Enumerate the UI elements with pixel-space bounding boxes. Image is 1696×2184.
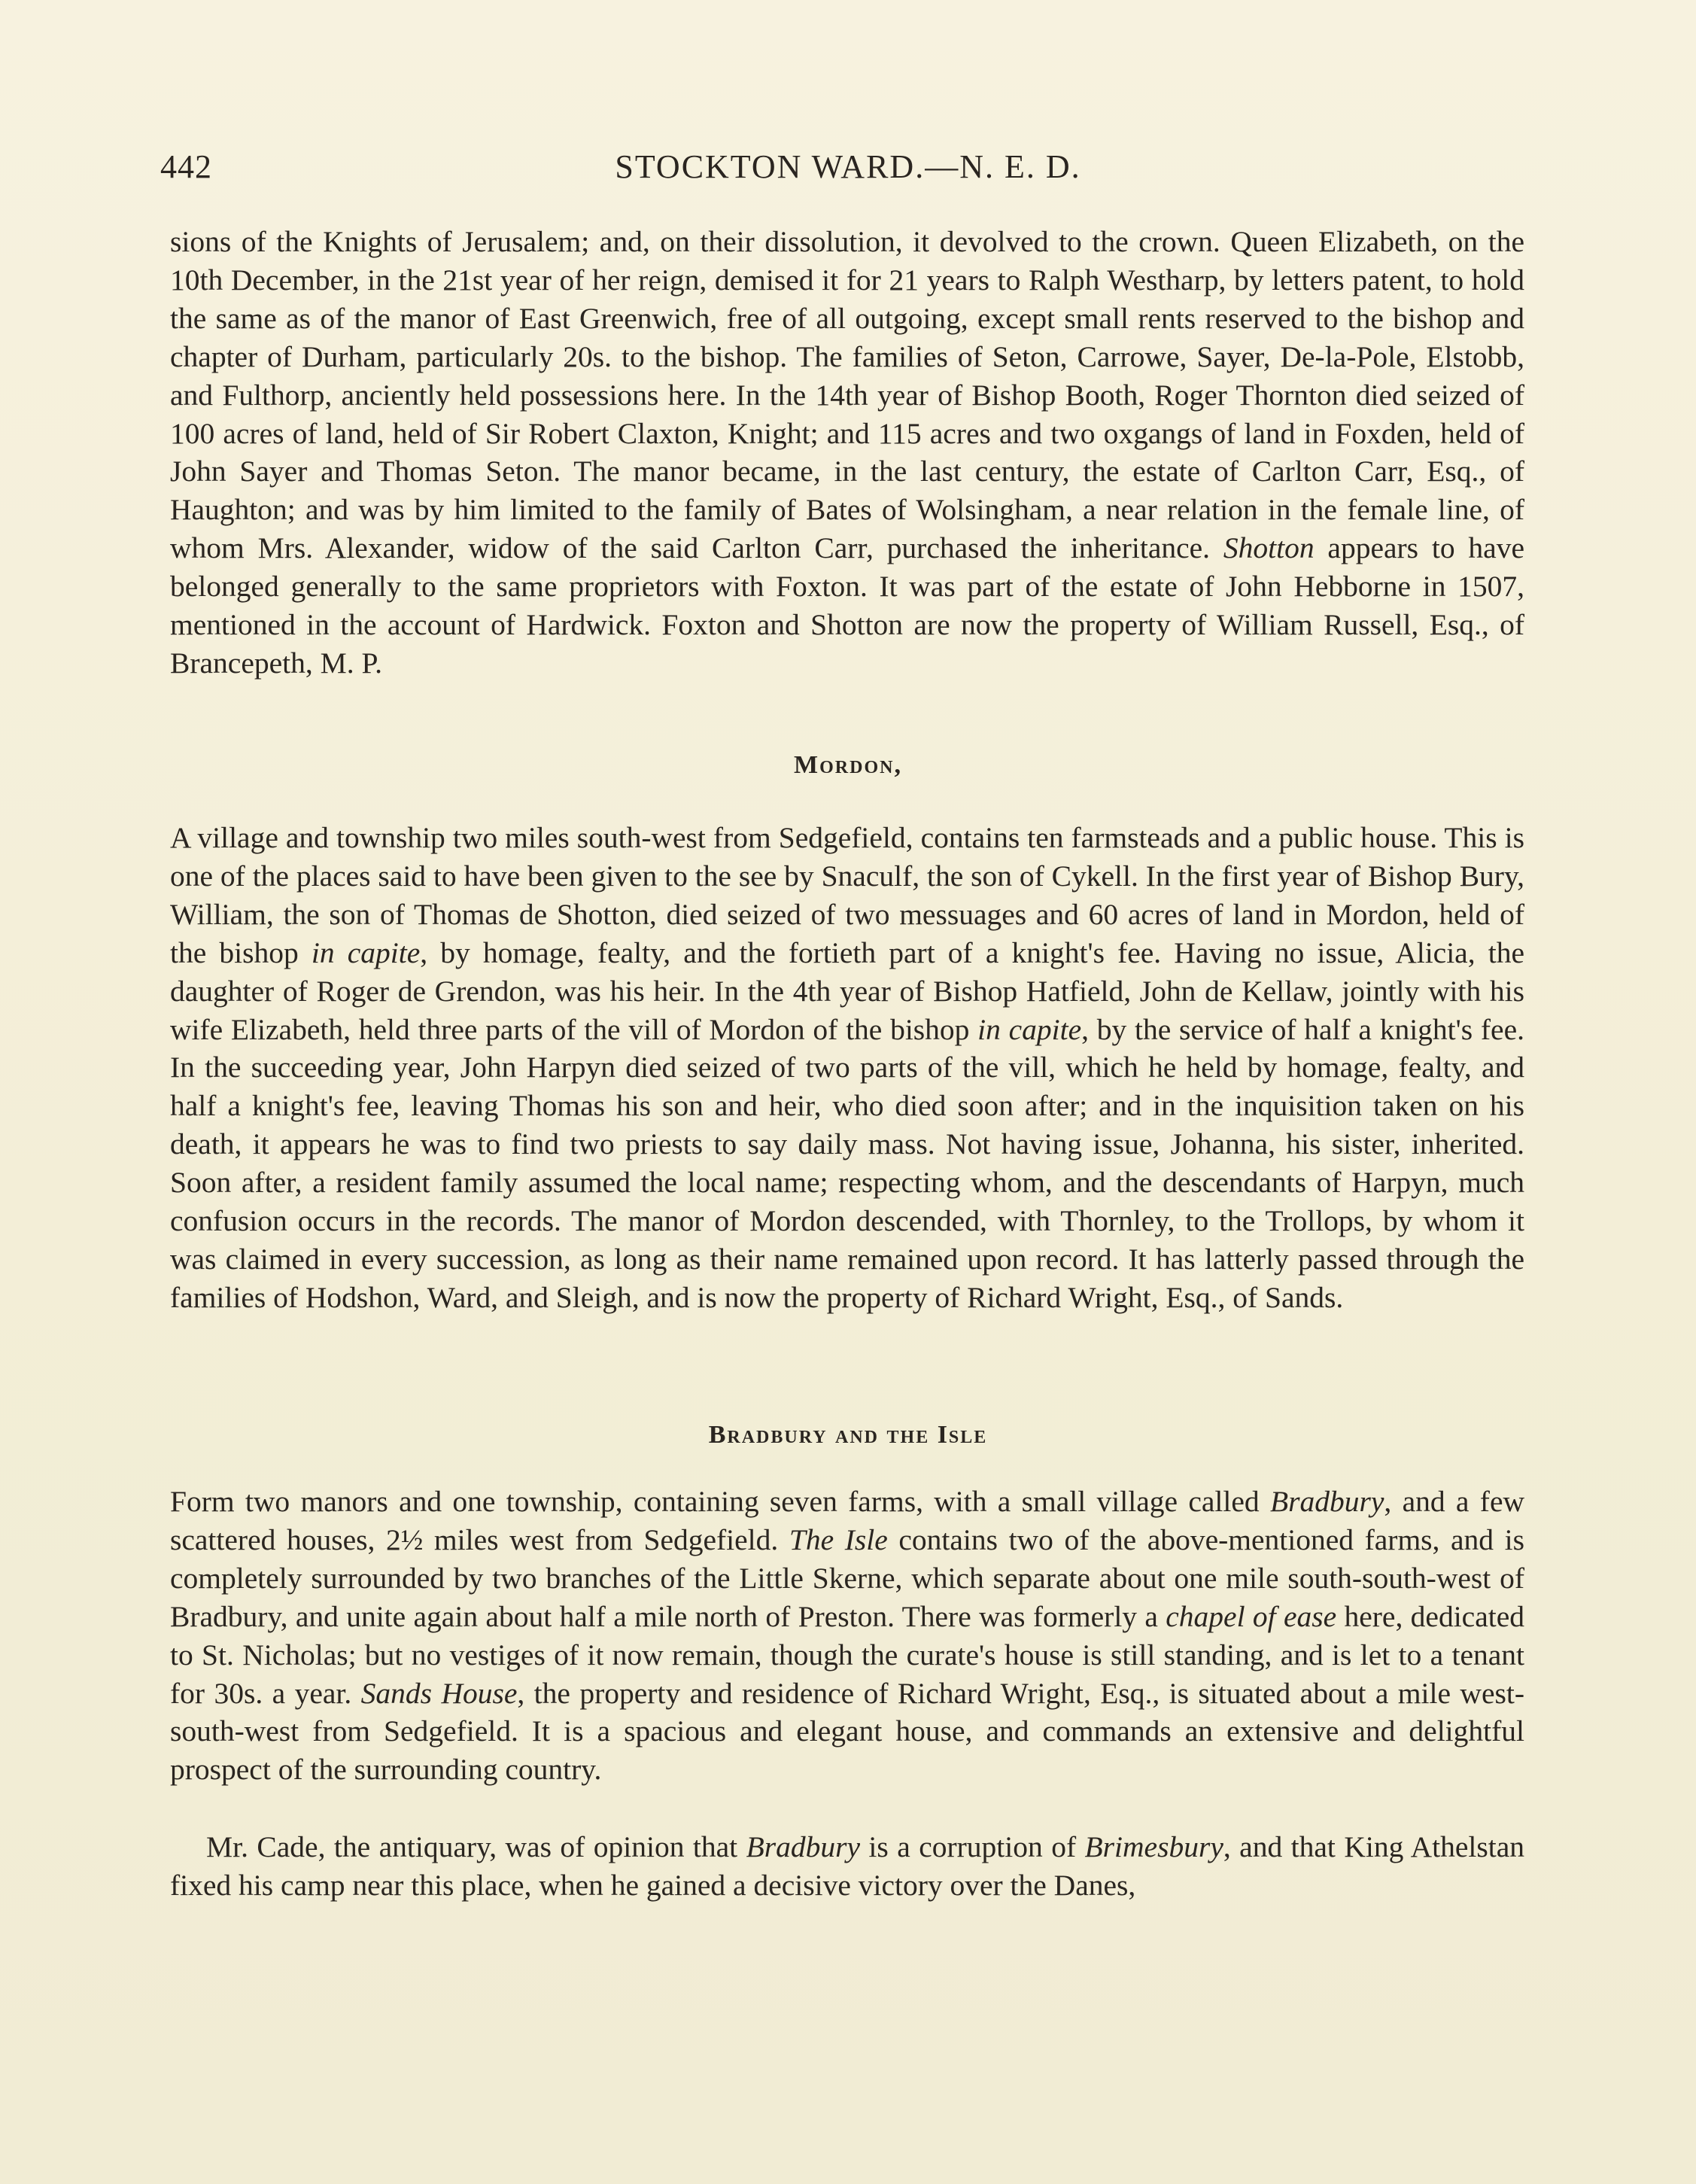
page-number: 442: [160, 148, 212, 185]
section-heading-mordon: Mordon,: [794, 751, 902, 779]
paragraph-foxton-shotton: sions of the Knights of Jerusalem; and, on their dissolution, it devolved to the crown. Queen Elizabeth, on the 10th December, in the 21st year of her reign, demised it for 21 years to Ralph Westharp, by letters patent, to hold the same as of the manor of East Greenwich, free of all outgoing, except small rents reserved to the bishop and chapter of Durham, particularly 20s. to the bishop. The families of Seton, Carrowe, Sayer, De-la-Pole, Elstobb, and Fulthorp, anciently held possessions here. In the 14th year of Bishop Booth, Roger Thornton died seized of 100 acres of land, held of Sir Robert Claxton, Knight; and 115 acres and two oxgangs of land in Foxden, held of John Sayer and Thomas Seton. The manor became, in the last century, the estate of Carlton Carr, Esq., of Haughton; and was by him limited to the family of Bates of Wolsingham, a near relation in the female line, of whom Mrs. Alexander, widow of the said Carlton Carr, purchased the inheritance. Shotton appears to have belonged generally to the same proprietors with Foxton. It was part of the estate of John Hebborne in 1507, mentioned in the account of Hardwick. Foxton and Shotton are now the property of William Russell, Esq., of Brancepeth, M. P.: [170, 225, 1524, 680]
paragraph-cade: Mr. Cade, the antiquary, was of opinion that Bradbury is a corruption of Brimesbury, and that King Athelstan fixed his camp near this place, when he gained a decisive victory over the Danes,: [170, 1830, 1524, 1902]
section-heading-bradbury: Bradbury and the Isle: [708, 1421, 988, 1449]
running-title: STOCKTON WARD.—N. E. D.: [615, 148, 1081, 185]
running-head: [0, 148, 1696, 193]
paragraph-bradbury: Form two manors and one township, containing seven farms, with a small village called Bradbury, and a few scattered houses, 2½ miles west from Sedgefield. The Isle contains two of the above-mentioned farms, and is completely surrounded by two branches of the Little Skerne, which separate about one mile south-south-west of Bradbury, and unite again about half a mile north of Preston. There was formerly a chapel of ease here, dedicated to St. Nicholas; but no vestiges of it now remain, though the curate's house is still standing, and is let to a tenant for 30s. a year. Sands House, the property and residence of Richard Wright, Esq., is situated about a mile west-south-west from Sedgefield. It is a spacious and elegant house, and commands an extensive and delightful prospect of the surrounding country.: [170, 1485, 1524, 1787]
paragraph-mordon: A village and township two miles south-west from Sedgefield, contains ten farmsteads and a public house. This is one of the places said to have been given to the see by Snaculf, the son of Cykell. In the first year of Bishop Bury, William, the son of Thomas de Shotton, died seized of two messuages and 60 acres of land in Mordon, held of the bishop in capite, by homage, fealty, and the fortieth part of a knight's fee. Having no issue, Alicia, the daughter of Roger de Grendon, was his heir. In the 4th year of Bishop Hatfield, John de Kellaw, jointly with his wife Elizabeth, held three parts of the vill of Mordon of the bishop in capite, by the service of half a knight's fee. In the succeeding year, John Harpyn died seized of two parts of the vill, which he held by homage, fealty, and half a knight's fee, leaving Thomas his son and heir, who died soon after; and in the inquisition taken on his death, it appears he was to find two priests to say daily mass. Not having issue, Johanna, his sister, inherited. Soon after, a resident family assumed the local name; respecting whom, and the descendants of Harpyn, much confusion occurs in the records. The manor of Mordon descended, with Thornley, to the Trollops, by whom it was claimed in every succession, as long as their name remained upon record. It has latterly passed through the families of Hodshon, Ward, and Sleigh, and is now the property of Richard Wright, Esq., of Sands.: [170, 821, 1524, 1314]
